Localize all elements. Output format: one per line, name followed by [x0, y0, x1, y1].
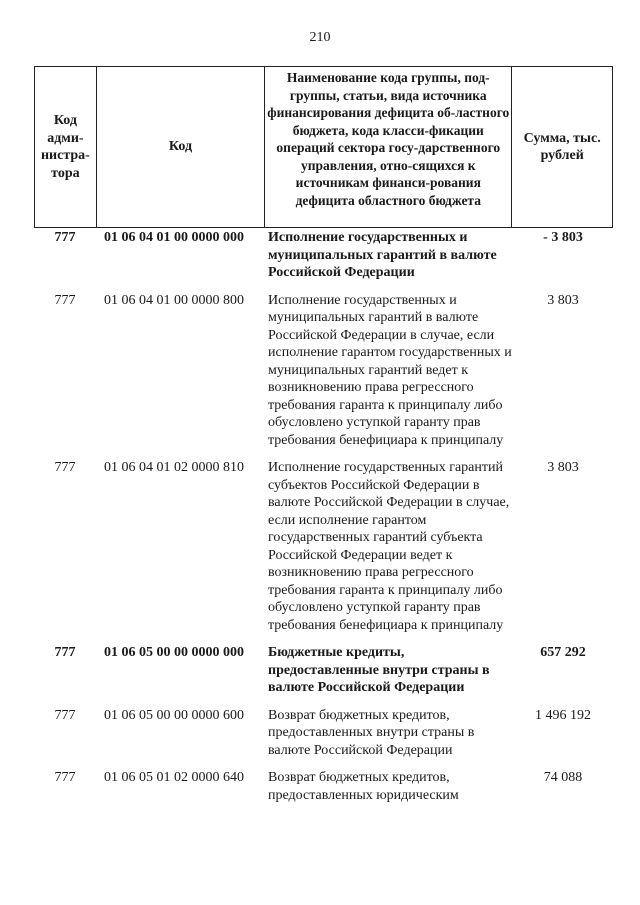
table-body: [34, 229, 613, 804]
table-row: [34, 644, 613, 697]
row-sum: 3 803: [547, 460, 579, 475]
table-row: [34, 769, 613, 804]
header-code: Код: [97, 67, 265, 227]
row-code: 01 06 05 00 00 0000 600: [104, 707, 244, 723]
table-row: [34, 459, 613, 634]
row-admin-code: 777: [54, 645, 76, 660]
row-admin-code: 777: [54, 707, 76, 723]
table-row: [34, 292, 613, 450]
row-admin-code: 777: [54, 230, 76, 245]
row-name: Возврат бюджетных кредитов, предоставленных юридическим: [268, 770, 459, 803]
table-row: [34, 707, 613, 760]
row-admin-code: 777: [54, 770, 76, 785]
row-code: 01 06 04 01 00 0000 800: [104, 292, 244, 308]
row-code: 01 06 04 01 00 0000 000: [104, 230, 244, 245]
row-name: Исполнение государственных гарантий субъектов Российской Федерации в валюте Российской Федерации в случае, если исполнение гарантом государственных гарантий субъекта Российской Федерации ведет к возникновению права регрессного требования гаранта к принципалу либо обусловлено уступкой гаранту прав требования бенефициара к принципалу: [268, 460, 510, 633]
row-sum: 74 088: [543, 770, 583, 785]
header-name: Наименование кода группы, под-группы, статьи, вида источника финансирования дефицита об-ластного бюджета, кода класси-фикации операций сектора госу-дарственного управления, отно-сящихся к источникам финанси-рования дефицита областного бюджета: [265, 67, 512, 227]
row-name: Возврат бюджетных кредитов, предоставленных внутри страны в валюте Российской Федерации: [268, 707, 475, 758]
row-sum: 3 803: [547, 292, 579, 308]
row-name: Исполнение государственных и муниципальных гарантий в валюте Российской Федерации в случае, если исполнение гарантом государственных и муниципальных гарантий ведет к возникновению права регрессного требования гаранта к принципалу либо обусловлено уступкой гаранту прав требования бенефициара к принципалу: [268, 292, 512, 448]
row-code: 01 06 05 00 00 0000 000: [104, 645, 244, 660]
row-code: 01 06 05 01 02 0000 640: [104, 770, 244, 785]
row-admin-code: 777: [54, 292, 76, 308]
header-admin-code: Код адми-нистра-тора: [35, 67, 97, 227]
row-sum: 657 292: [540, 645, 586, 660]
page-number: 210: [309, 30, 331, 45]
row-code: 01 06 04 01 02 0000 810: [104, 460, 244, 475]
header-sum: Сумма, тыс. рублей: [523, 130, 601, 163]
row-admin-code: 777: [54, 460, 76, 475]
row-name: Исполнение государственных и муниципальных гарантий в валюте Российской Федерации: [268, 230, 497, 280]
row-name: Бюджетные кредиты, предоставленные внутри страны в валюте Российской Федерации: [268, 645, 490, 695]
table-header: [34, 66, 613, 228]
row-sum: 1 496 192: [535, 707, 591, 723]
table-row: [34, 229, 613, 282]
row-sum: - 3 803: [543, 230, 583, 245]
